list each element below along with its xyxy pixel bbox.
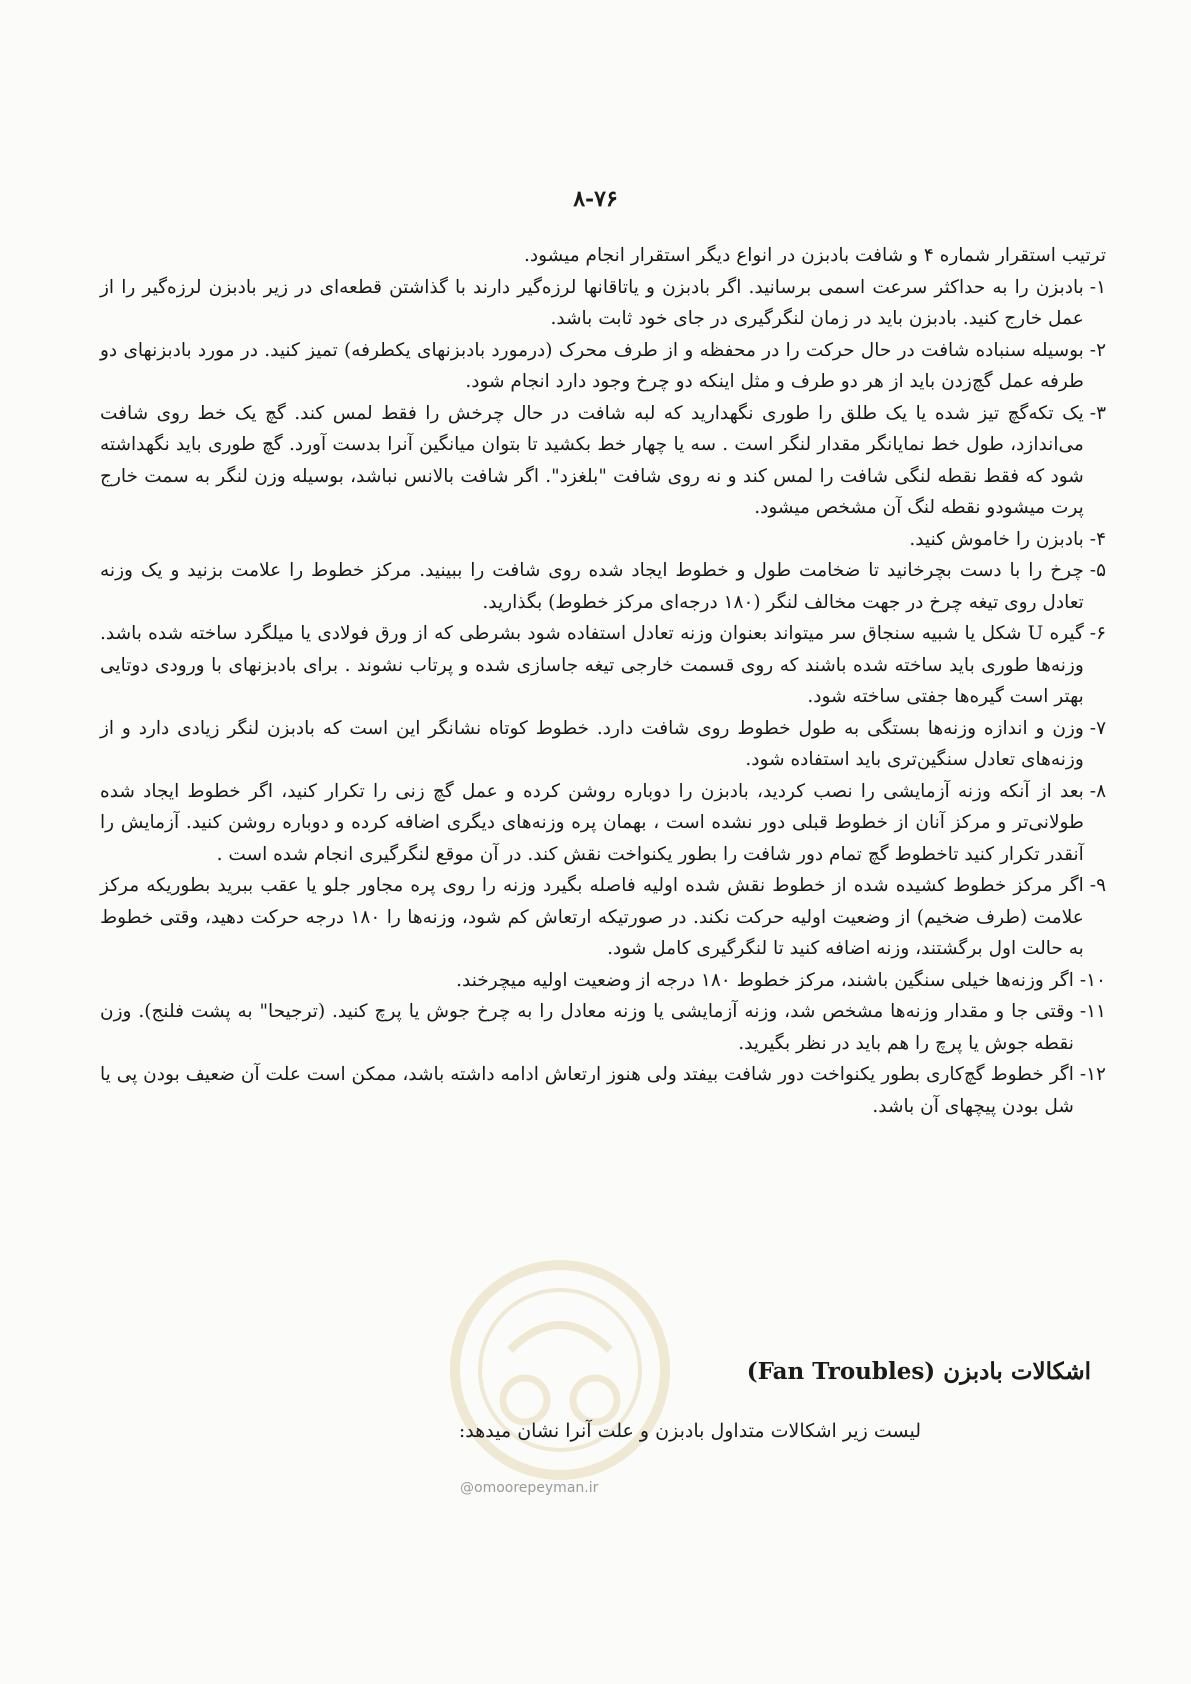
item-number: ۲- (1089, 339, 1106, 361)
list-item (100, 335, 1106, 398)
list-item (100, 870, 1106, 965)
list-item (100, 555, 1106, 618)
list-item (100, 1059, 1106, 1122)
item-number: ۱- (1089, 276, 1106, 298)
item-number: ۷- (1089, 717, 1106, 739)
instruction-list (100, 272, 1106, 1123)
list-item (100, 996, 1106, 1059)
section-heading (391, 1358, 1091, 1385)
page-number: ۸-۷۶ (573, 186, 618, 212)
list-item (100, 398, 1106, 524)
item-number: ۴- (1089, 528, 1106, 550)
item-text: وقتی جا و مقدار وزنه‌ها مشخص شد، وزنه آزمایشی یا وزنه معادل را به چرخ جوش یا پرچ کنید. (ترجیحا" به پشت فلنج). وزن نقطه جوش یا پرچ را هم باید در نظر بگیرید. (100, 1001, 1074, 1054)
list-item (100, 713, 1106, 776)
item-text: بادبزن را به حداکثر سرعت اسمی برسانید. اگر بادبزن و یاتاقانها لرزه‌گیر دارند با گذاشتن قطعه‌ای در زیر بادبزن لرزه‌گیر را از عمل خارج کنید. بادبزن باید در زمان لنگرگیری در جای خود ثابت باشد. (100, 276, 1084, 329)
list-item (100, 272, 1106, 335)
item-text: بوسیله سنباده شافت در حال حرکت را در محفظه و از طرف محرک (درمورد بادبزنهای یکطرفه) تمیز کنید. در مورد بادبزنهای دو طرفه عمل گچ‌زدن باید از هر دو طرف و مثل اینکه دو چرخ وجود دارد انجام شود. (100, 339, 1084, 392)
closing-line: لیست زیر اشکالات متداول بادبزن و علت آنرا نشان میدهد: (458, 1420, 921, 1442)
item-text: یک تکه‌گچ تیز شده یا یک طلق را طوری نگهدارید که لبه شافت در حال چرخش را فقط لمس کند. گچ یک خط روی شافت می‌اندازد، طول خط نمایانگر مقدار لنگر است . سه یا چهار خط بکشید تا بتوان میانگین آنرا بدست آورد. گچ طوری باید نگهداشته شود که فقط نقطه لنگی شافت را لمس کند و نه روی شافت "بلغزد". اگر شافت بالانس نباشد، بوسیله وزن لنگر به سمت خارج پرت میشودو نقطه لنگ آن مشخص میشود. (100, 402, 1084, 518)
item-number: ۱۱- (1079, 1001, 1106, 1022)
item-text: بادبزن را خاموش کنید. (909, 528, 1084, 550)
item-number: ۱۰- (1079, 969, 1106, 991)
list-item (100, 618, 1106, 713)
item-text: اگر مرکز خطوط کشیده شده از خطوط نقش شده اولیه فاصله بگیرد وزنه را روی پره مجاور جلو یا عقب ببرید بطوریکه مرکز علامت (طرف ضخیم) از وضعیت اولیه حرکت نکند. در صورتیکه ارتعاش کم شود، وزنه‌ها را ۱۸۰ درجه حرکت دهید، وقتی خطوط به حالت اول برگشتند، وزنه اضافه کنید تا لنگرگیری کامل شود. (100, 875, 1084, 959)
item-text: اگر خطوط گچ‌کاری بطور یکنواخت دور شافت بیفتد ولی هنوز ارتعاش ادامه داشته باشد، ممکن است علت آن ضعیف بودن پی یا شل بودن پیچهای آن باشد. (100, 1064, 1074, 1117)
body-text (100, 240, 1106, 1122)
item-number: ۱۲- (1079, 1064, 1106, 1085)
item-text: گیره U شکل یا شبیه سنجاق سر میتواند بعنوان وزنه تعادل استفاده شود بشرطی که از ورق فولادی یا میلگرد ساخته شده باشد. وزنه‌ها طوری باید ساخته شده باشند که روی قسمت خارجی تیغه جاسازی شده و پرتاب نشوند . برای بادبزنهای با ورودی دوتایی بهتر است گیره‌ها جفتی ساخته شود. (100, 623, 1084, 707)
section-heading-persian: اشکالات بادبزن (943, 1358, 1091, 1385)
item-number: ۹- (1089, 875, 1106, 896)
item-text: بعد از آنکه وزنه آزمایشی را نصب کردید، بادبزن را دوباره روشن کرده و عمل گچ زنی را تکرار کنید، اگر خطوط ایجاد شده طولانی‌تر و مرکز آنان از خطوط قبلی دور نشده است ، بهمان پره وزنه‌های دیگری اضافه کرده و دوباره روشن کنید. آزمایش را آنقدر تکرار کنید تاخطوط گچ تمام دور شافت را بطور یکنواخت نقش کند. در آن موقع لنگرگیری انجام شده است . (100, 780, 1084, 865)
item-text: چرخ را با دست بچرخانید تا ضخامت طول و خطوط ایجاد شده روی شافت را ببینید. مرکز خطوط را علامت بزنید و یک وزنه تعادل روی تیغه چرخ در جهت مخالف لنگر (۱۸۰ درجه‌ای مرکز خطوط) بگذارید. (100, 560, 1084, 613)
item-number: ۳- (1089, 402, 1106, 424)
intro-paragraph: ترتیب استقرار شماره ۴ و شافت بادبزن در انواع دیگر استقرار انجام میشود. (524, 245, 1106, 266)
item-text: وزن و اندازه وزنه‌ها بستگی به طول خطوط روی شافت دارد. خطوط کوتاه نشانگر این است که بادبزن لنگر زیادی دارد و از وزنه‌های تعادل سنگین‌تری باید استفاده شود. (100, 717, 1084, 770)
item-number: ۵- (1089, 560, 1106, 581)
list-item (100, 776, 1106, 871)
list-item (100, 524, 1106, 556)
item-number: ۶- (1089, 623, 1106, 644)
section-heading-english: (Fan Troubles) (746, 1358, 936, 1385)
item-text: اگر وزنه‌ها خیلی سنگین باشند، مرکز خطوط ۱۸۰ درجه از وضعیت اولیه میچرخند. (456, 969, 1074, 991)
list-item (100, 965, 1106, 997)
item-number: ۸- (1089, 780, 1106, 802)
watermark-url: @omoorepeyman.ir (460, 1480, 599, 1496)
